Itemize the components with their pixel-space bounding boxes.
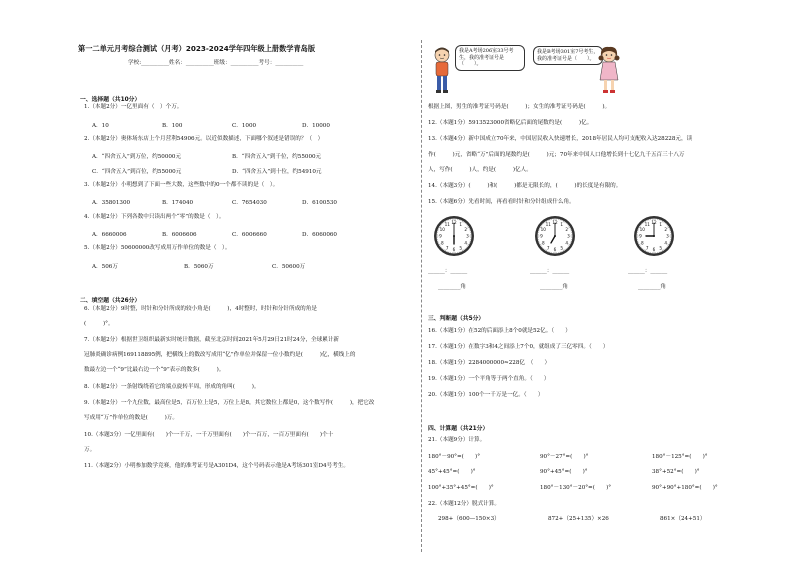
clock-numeral: 6 [652,247,656,253]
clock-numeral: 7 [645,245,649,251]
question-10-cont: 万。 [84,447,96,453]
clock-numeral: 10 [540,226,546,232]
q2-option-d: D．“四舍五入”到十位，约54910元 [232,169,322,175]
calc-3-1: 100°+35°+45°=( )° [428,485,494,491]
question-3: 3.（本题2分）小明想到了下面一些大数，这些数中的0一个都不读的是（ ）。 [84,182,279,188]
clock-numeral: 12 [552,220,558,226]
clock-numeral: 10 [639,226,645,232]
question-12: 12.（本题1分）5913523000省略亿后面的尾数约是( )亿。 [428,120,593,126]
q4-option-b: B．6006606 [162,232,197,238]
time-blank-2[interactable]: ______：______ [530,268,570,274]
time-blank-3[interactable]: ______：______ [628,268,668,274]
clock-numeral: 7 [445,245,449,251]
question-7-cont: 冠肺炎确诊病例169118895例，把横线上的数改写成用“亿”作单位并保留一位小数约是( )亿，横线上的 [84,352,356,358]
question-9-cont: 写成用“万”作单位的数是( )万。 [84,415,178,421]
q1-option-b: B．100 [162,123,183,129]
clock-numeral: 4 [664,240,668,246]
angle-blank-1[interactable]: ________角 [438,284,466,290]
question-11-answer: 根据上图，男生的准考证号码是( )；女生的准考证号码是( )。 [428,104,611,110]
question-6: 6.（本题2分）9时整，时针和分针所成的较小角是( )，4时整时，时针和分针所成的角是 [84,306,317,312]
question-13: 13.（本题4分）新中国成立70年来，中国居民收入快速增长，2018年居民人均可支配收入达28228元，读 [428,136,693,142]
angle-blank-3[interactable]: ________角 [638,284,666,290]
clock-numeral: 9 [540,233,543,239]
clock-numeral: 2 [565,226,569,232]
question-7: 7.（本题2分）根据世卫组织最新实时统计数据，截至北京时间2021年5月29日21时24分，全球累计新 [84,337,340,343]
question-10: 10.（本题3分）一亿里面有( )个一千万，一千万里面有( )个一百万，一百万里面有( )个十 [84,432,334,438]
section-choice-heading: 一、选择题（共10分） [80,97,141,103]
clock-numeral: 6 [553,247,557,253]
question-22: 22.（本题12分）脱式计算。 [428,501,500,507]
q3-option-b: B．174040 [162,200,194,206]
q4-option-d: D．6060060 [302,232,337,238]
question-18: 18.（本题1分）2284000000≈228亿 （ ） [428,360,551,366]
clock-face-3 [632,214,676,258]
clock-center [653,235,655,237]
clock-numeral: 4 [464,240,468,246]
question-20: 20.（本题1分）100个一千万是一亿。（ ） [428,392,544,398]
boy-illustration [432,46,452,94]
clock-numeral: 6 [452,247,456,253]
calc-1-2: 90°－27°=( )° [540,454,589,460]
clock-numeral: 11 [545,221,551,227]
clock-numeral: 11 [444,221,450,227]
q4-option-c: C．6006660 [232,232,267,238]
calc-3-3: 90°+90°+180°=( )° [652,485,718,491]
clock-numeral: 12 [451,220,457,226]
question-5: 5.（本题2分）50600000改写成用万作单位的数是（ ）。 [84,245,231,251]
q2-option-c: C．“四舍五入”到百位，约55000元 [92,169,182,175]
calc-1-1: 180°－90°=( )° [428,454,481,460]
q3-option-c: C．7654030 [232,200,267,206]
clock-numeral: 8 [440,240,444,246]
q4-option-a: A．6660006 [92,232,127,238]
question-4: 4.（本题2分）下列各数中只读出两个“零”的数是（ ）。 [84,214,225,220]
boy-speech-bubble: 我是A考场206室33号考生，我的准考证号是（ ）。 [455,45,525,71]
question-8: 8.（本题2分）一条射线绕着它的端点旋转半周，形成的角叫( )。 [84,384,260,390]
clock-numeral: 1 [659,221,663,227]
clock-center [453,235,455,237]
clock-numeral: 2 [664,226,668,232]
q2-option-b: B．“四舍五入”到千位，约55000元 [232,154,322,160]
question-9: 9.（本题2分）一个九位数，最高位是5，百万位上是5，万位上是8，其它数位上都是0，这个数写作( )，把它改 [84,400,375,406]
question-14: 14.（本题3分）( )和( )都是无限长的，( )的长度是有限的。 [428,183,622,189]
q3-option-d: D．6100530 [302,200,337,206]
question-21: 21.（本题9分）计算。 [428,437,486,443]
clock-numeral: 10 [439,226,445,232]
girl-speech-bubble: 我是B考场301室7号考生，我的准考证号是（ ）。 [533,46,603,65]
clock-numeral: 8 [541,240,545,246]
q1-option-a: A．10 [92,123,109,129]
calc-2-3: 38°+52°=( )° [652,469,700,475]
clock-numeral: 5 [560,245,564,251]
calc-1-3: 180°－125°=( )° [652,454,708,460]
question-6-cont: ( )°。 [84,321,114,327]
clock-numeral: 3 [666,233,669,239]
clock-numeral: 5 [659,245,663,251]
clock-numeral: 12 [651,220,657,226]
expr-1: 298+（600—150×3） [438,516,500,522]
calc-3-2: 180°－130°－20°=( )° [540,485,612,491]
section-judge-heading: 三、判断题（共5分） [428,316,485,322]
section-calc-heading: 四、计算题（共21分） [428,426,489,432]
q5-option-b: B．5060万 [184,264,214,270]
clock-numeral: 2 [464,226,468,232]
clock-numeral: 3 [466,233,469,239]
question-17: 17.（本题1分）在数字3和4之间添上7个0，就组成了三亿零四。（ ） [428,344,609,350]
q2-option-a: A．“四舍五入”到万位，约50000元 [92,154,182,160]
q3-option-a: A．35801300 [92,200,131,206]
expr-2: 872+（25+135）×26 [548,516,609,522]
angle-blank-2[interactable]: ________角 [540,284,568,290]
clock-numeral: 1 [560,221,564,227]
clock-numeral: 11 [644,221,650,227]
expr-3: 861×（24+51） [660,516,706,522]
question-11: 11.（本题2分）小明参加数学竞赛，他的准考证号是A301D4，这个号码表示他是A考场301室D4号考生。 [84,463,349,469]
clock-numeral: 9 [639,233,642,239]
question-15: 15.（本题6分）先看时间，再看看时针和分针组成什么角。 [428,199,575,205]
clock-numeral: 3 [567,233,570,239]
clock-face-1 [432,214,476,258]
question-16: 16.（本题1分）在52的后面添上8个0就是52亿。（ ） [428,328,571,334]
question-13-cont: 作( )元，省略“万”后面的尾数约是( )元；70年来中国人口他增长到十七亿九千五百三十八万 [428,152,685,158]
clock-numeral: 4 [565,240,569,246]
q1-option-d: D．10000 [302,123,330,129]
clock-center [554,235,556,237]
q1-option-c: C．1000 [232,123,257,129]
question-1: 1.（本题2分）一亿里面有（ ）个万。 [84,104,183,110]
clock-numeral: 8 [640,240,644,246]
clock-numeral: 5 [459,245,463,251]
calc-2-2: 90°+45°=( )° [540,469,588,475]
q5-option-a: A．506万 [92,264,118,270]
clock-numeral: 9 [439,233,442,239]
question-2: 2.（本题2分）奥体场东店上个月营利54906元。以近似数描述，下面哪个叙述是错误的？（ ） [84,136,324,142]
student-info-line: 学校:__________姓名：__________班级：__________考号：__________ [128,60,304,66]
clock-face-2 [533,214,577,258]
column-divider [421,40,422,552]
clock-numeral: 7 [546,245,550,251]
q5-option-c: C．50600万 [272,264,306,270]
question-19: 19.（本题1分）一个平角等于两个直角。（ ） [428,376,550,382]
clock-numeral: 1 [459,221,463,227]
calc-2-1: 45°+45°=( )° [428,469,476,475]
time-blank-1[interactable]: ______：______ [428,268,468,274]
girl-illustration [598,46,620,94]
exam-title: 第一二单元月考综合测试（月考）2023-2024学年四年级上册数学青岛版 [78,44,316,53]
section-fill-heading: 二、填空题（共26分） [80,298,141,304]
question-7-cont2: 数最左边一个“9”比最右边一个“9”表示的数多( )。 [84,367,225,373]
question-13-cont2: 人，写作( )人，约是( )亿人。 [428,167,532,173]
